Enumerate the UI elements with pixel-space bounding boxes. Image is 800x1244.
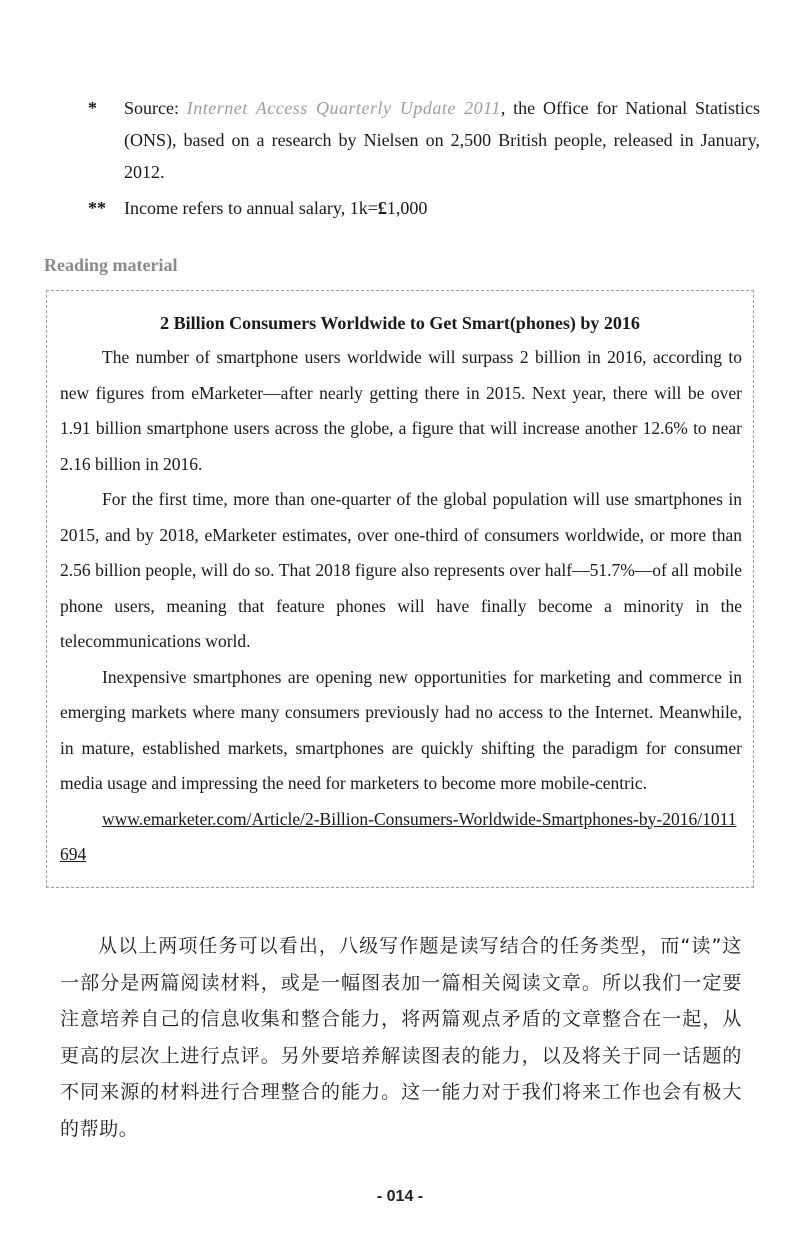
commentary-paragraph: 从以上两项任务可以看出，八级写作题是读写结合的任务类型，而“读”这一部分是两篇阅读材料，或是一幅图表加一篇相关阅读文章。所以我们一定要注意培养自己的信息收集和整合能力，将两篇观点矛盾的文章整合在一起，从更高的层次上进行点评。另外要培养解读图表的能力，以及将关于同一话题的不同来源的材料进行合理整合的能力。这一能力对于我们将来工作也会有极大的帮助。 xyxy=(60,935,742,1140)
chinese-commentary xyxy=(60,928,742,1147)
page-number: - 014 - xyxy=(376,1188,424,1205)
footnote-marker: * xyxy=(88,98,97,118)
income-note: Income refers to annual salary, 1k= xyxy=(124,198,378,218)
source-label: Source: xyxy=(124,98,187,118)
footnote-marker: ** xyxy=(88,198,106,218)
article-body xyxy=(60,340,742,873)
reading-material-heading: Reading material xyxy=(44,255,178,275)
footnote-income xyxy=(88,192,760,224)
source-details: , the Office for National Statistics (ONS), based on a research by Nielsen on 2,500 British people, released in January, 2012. xyxy=(124,98,760,182)
currency-amount: 1,000 xyxy=(386,198,428,218)
article-source-url: www.emarketer.com/Article/2-Billion-Consumers-Worldwide-Smartphones-by-2016/1011694 xyxy=(60,808,737,864)
article-source xyxy=(60,802,742,873)
footnote-source xyxy=(88,92,760,188)
article-title: 2 Billion Consumers Worldwide to Get Smart(phones) by 2016 xyxy=(160,313,640,333)
currency-symbol: £ xyxy=(377,198,387,218)
article-paragraph: Inexpensive smartphones are opening new opportunities for marketing and commerce in emerging markets where many consumers previously had no access to the Internet. Meanwhile, in mature, established markets, smartphones are quickly shifting the paradigm for consumer media usage and impressing the need for marketers to become more mobile-centric. xyxy=(60,666,742,793)
source-title: Internet Access Quarterly Update 2011 xyxy=(186,98,501,118)
article-paragraph: The number of smartphone users worldwide will surpass 2 billion in 2016, according to new figures from eMarketer—after nearly getting there in 2015. Next year, there will be over 1.91 billion smartphone users across the globe, a figure that will increase another 12.6% to near 2.16 billion in 2016. xyxy=(60,347,742,474)
article-paragraph: For the first time, more than one-quarter of the global population will use smartphones in 2015, and by 2018, eMarketer estimates, over one-third of consumers worldwide, or more than 2.56 billion people, will do so. That 2018 figure also represents over half—51.7%—of all mobile phone users, meaning that feature phones will have finally become a minority in the telecommunications world. xyxy=(60,489,742,651)
